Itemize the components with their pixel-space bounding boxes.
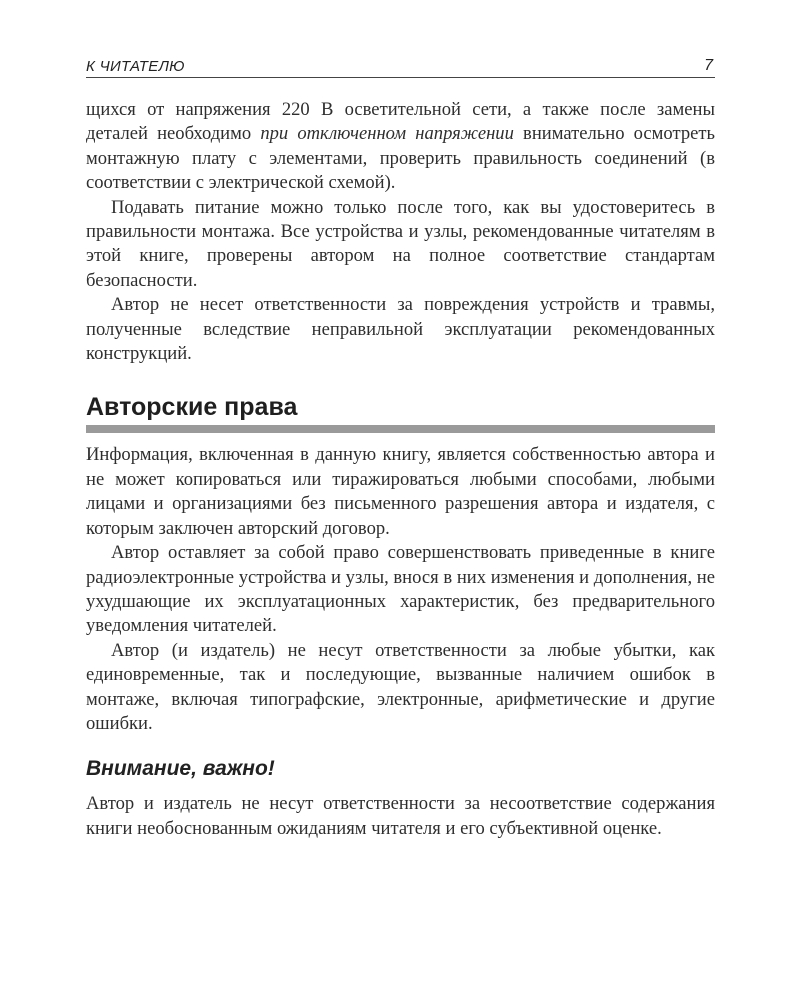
page-number: 7 xyxy=(704,57,713,74)
intro-p1-text-start: щихся от напряжения 220 В осветительной сети, а также после замены деталей необходимо xyxy=(86,99,715,145)
intro-p1-text-end: внимательно осмотреть монтажную плату с элементами, проверить правильность соединений (в соответствии с электрической схемой). xyxy=(86,123,715,194)
intro-paragraph-1 xyxy=(86,98,715,196)
page-body xyxy=(86,98,715,841)
attention-paragraph-1: Автор и издатель не несут ответственности за несоответствие содержания книги необоснованным ожиданиям читателя и его субъективной оценке. xyxy=(86,793,715,839)
section-heading-bar xyxy=(86,425,715,433)
intro-paragraph-2: Подавать питание можно только после того, как вы удостоверитесь в правильности монтажа. Все устройства и узлы, рекомендованные читателям в этой книге, проверены автором на полное соответствие стандартам безопасности. xyxy=(86,196,715,291)
running-title: К ЧИТАТЕЛЮ xyxy=(86,58,185,75)
header-rule xyxy=(86,77,715,78)
section-heading-copyright: Авторские права xyxy=(86,393,298,422)
copyright-paragraph-2: Автор оставляет за собой право совершенствовать приведенные в книге радиоэлектронные устройства и узлы, внося в них изменения и дополнения, не ухудшающие их эксплуатационных характеристик, без предварительного уведомления читателей. xyxy=(86,542,715,637)
copyright-paragraph-1: Информация, включенная в данную книгу, является собственностью автора и не может копироваться или тиражироваться любыми способами, любыми лицами и организациями без письменного разрешения автора и издателя, с которым заключен авторский договор. xyxy=(86,444,715,539)
subheading-attention: Внимание, важно! xyxy=(86,757,275,781)
running-header xyxy=(86,56,715,78)
copyright-section xyxy=(86,443,715,736)
copyright-paragraph-3: Автор (и издатель) не несут ответственности за любые убытки, как единовременные, так и последующие, вызванные наличием ошибок в монтаже, включая типографские, электронные, арифметические и другие ошибки. xyxy=(86,639,715,734)
intro-p1-emphasis: при отключенном напряжении xyxy=(260,123,514,145)
intro-paragraph-3: Автор не несет ответственности за повреждения устройств и травмы, полученные вследствие неправильной эксплуатации рекомендованных конструкций. xyxy=(86,294,715,365)
